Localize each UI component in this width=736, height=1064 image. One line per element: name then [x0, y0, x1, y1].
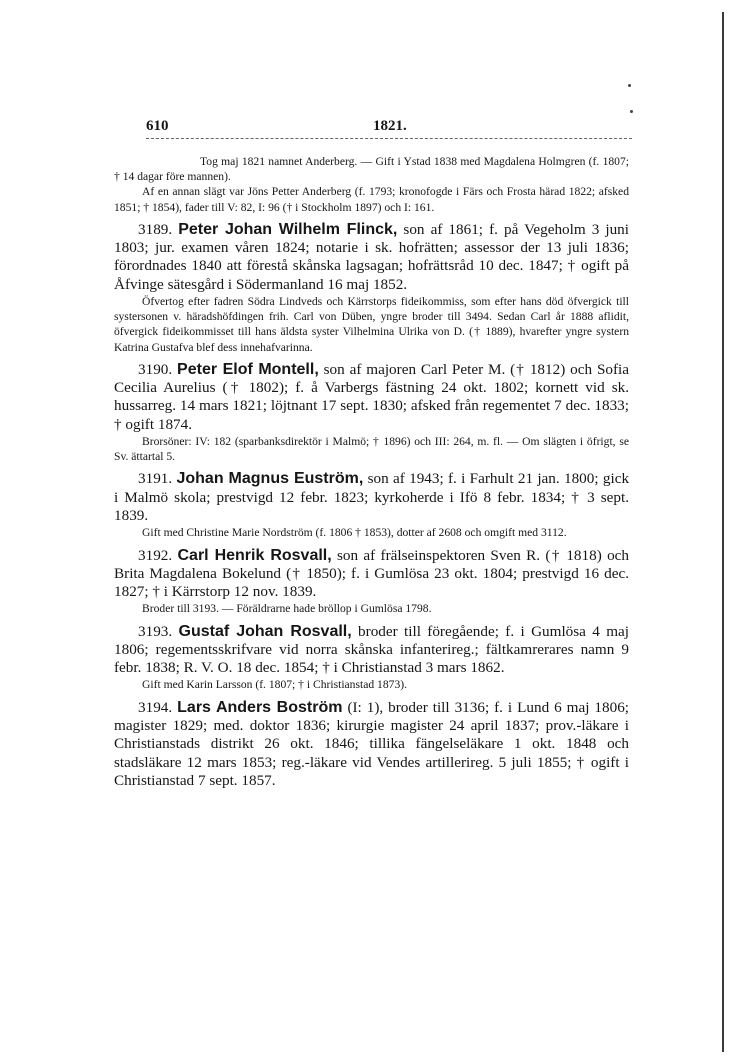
note-paragraph: Brorsöner: IV: 182 (sparbanksdirektör i Malmö; † 1896) och III: 264, m. fl. — Om slägten i öfrigt, se Sv. ättartal 5.: [114, 435, 629, 464]
scan-speck: [628, 84, 631, 87]
entry-name: Johan Magnus Euström,: [176, 470, 364, 488]
note-paragraph: Öfvertog efter fadren Södra Lindveds och Kärrstorps fideikommiss, som efter hans död öfvergick till systersonen v. häradshöfdingen frih. Carl von Düben, yngre broder till 3494. Sedan Carl år 1888 aflidit, öfvergick fideikommisset till hans äldsta syster Vilhelmina Ulrika von D. († 1889), hvarefter yngre systern Katrina Gustafva blef dess innehafvarinna.: [114, 295, 629, 354]
entry-text: son af 1861; f. på Vegeholm 3 juni 1803; jur. examen våren 1824; notarie i sk. hofrätten; assessor der 13 juli 1836; förordnades 1840 att förestå skånska lagsagan; hofrättsråd 10 dec. 1847; † ogift på Åfvinge sätesgård i Södermanland 16 maj 1852.: [114, 220, 630, 293]
note-paragraph: Broder till 3193. — Föräldrarne hade bröllop i Gumlösa 1798.: [142, 602, 432, 616]
biography-entry: [114, 221, 629, 294]
page-body: [114, 154, 629, 790]
entry-number: 3191.: [138, 470, 173, 488]
entry-name: Carl Henrik Rosvall,: [177, 546, 332, 564]
biography-entry: [114, 470, 629, 525]
page-number: 610: [146, 118, 169, 134]
note-paragraph: Tog maj 1821 namnet Anderberg. — Gift i Ystad 1838 med Magdalena Holmgren (f. 1807; † 14 dagar före mannen).: [114, 155, 629, 184]
running-year: 1821.: [373, 118, 407, 134]
entry-name: Gustaf Johan Rosvall,: [178, 622, 352, 640]
entry-number: 3192.: [138, 546, 173, 564]
header-rule: [146, 138, 632, 139]
entry-text: son af 1943; f. i Farhult 21 jan. 1800; gick i Malmö skola; prestvigd 12 febr. 1823; kyrkoherde i Ifö 8 febr. 1834; † 3 sept. 1839.: [114, 470, 630, 524]
entry-number: 3194.: [138, 698, 173, 716]
entry-number: 3193.: [138, 622, 173, 640]
page-header: [146, 118, 632, 140]
note-paragraph: Af en annan slägt var Jöns Petter Anderberg (f. 1793; kronofogde i Färs och Frosta härad 1822; afsked 1851; † 1854), fader till V: 82, I: 96 († i Stockholm 1897) och I: 161.: [114, 185, 629, 214]
biography-entry: [114, 547, 629, 602]
scan-edge-line: [722, 12, 724, 1052]
note-paragraph: Gift med Christine Marie Nordström (f. 1806 † 1853), dotter af 2608 och omgift med 3112.: [142, 526, 567, 540]
entry-name: Peter Elof Montell,: [177, 360, 319, 378]
biography-entry: [114, 623, 629, 678]
entry-text: son af majoren Carl Peter M. († 1812) och Sofia Cecilia Aurelius († 1802); f. å Varbergs fästning 24 okt. 1802; kornett vid sk. hussarreg. 14 mars 1821; löjtnant 17 sept. 1830; afsked från regementet 7 dec. 1833; † ogift 1874.: [114, 360, 629, 433]
scan-speck: [630, 110, 633, 113]
biography-entry: [114, 361, 629, 434]
note-paragraph: Gift med Karin Larsson (f. 1807; † i Christianstad 1873).: [142, 678, 408, 692]
entry-name: Lars Anders Boström: [177, 698, 343, 716]
entry-name: Peter Johan Wilhelm Flinck,: [178, 220, 398, 238]
biography-entry: [114, 699, 629, 790]
entry-text: son af frälseinspektoren Sven R. († 1818) och Brita Magdalena Bokelund († 1850); f. i Gumlösa 23 okt. 1804; prestvigd 16 dec. 1827; † i Kärrstorp 12 nov. 1839.: [114, 546, 630, 601]
entry-text: (I: 1), broder till 3136; f. i Lund 6 maj 1806; magister 1829; med. doktor 1836; kirurgie magister 24 april 1837; prov.-läkare i Christianstads distrikt 26 okt. 1846; tillika fängelseläkare 1 okt. 1848 och stadsläkare 12 mars 1853; reg.-läkare vid Vendes artillerireg. 5 juli 1855; † ogift i Christianstad 7 sept. 1857.: [114, 698, 630, 789]
entry-number: 3190.: [138, 360, 173, 378]
entry-text: broder till föregående; f. i Gumlösa 4 maj 1806; regementsskrifvare vid norra skånska infanterireg.; fältkamrerares namn 9 febr. 1838; R. V. O. 18 dec. 1854; † i Christianstad 3 mars 1862.: [114, 622, 629, 677]
entry-number: 3189.: [138, 220, 173, 238]
